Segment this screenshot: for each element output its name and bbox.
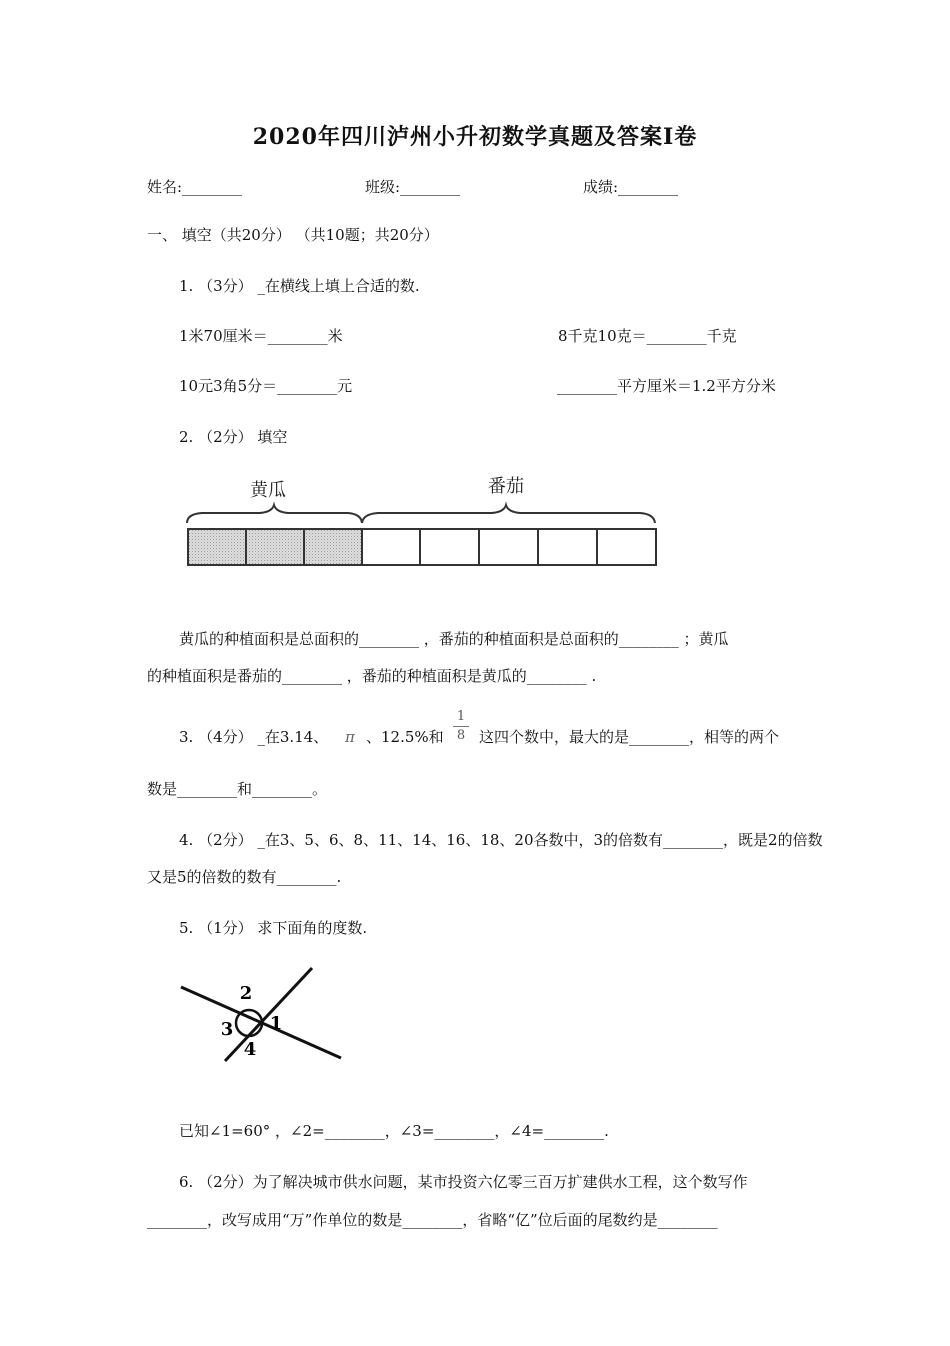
q5-angle-figure [175,962,350,1067]
tomato-cell [362,529,420,565]
q3-part-b: 、12.5%和 [366,728,444,746]
tomato-brace [362,505,655,523]
fraction-numerator: 1 [456,709,466,724]
q3-part-c: 这四个数中，最大的是________，相等的两个 [479,728,780,746]
q5-answer-line: 已知∠1=60° ，∠2=________，∠3=________，∠4=________. [179,1122,609,1140]
q1-item-a: 1米70厘米＝________米 [179,327,343,345]
q3-part-a: 3. （4分） _在3.14、 [179,728,329,746]
q1-item-c: 10元3角5分＝________元 [179,377,353,395]
q3-line2: 数是________和________。 [147,780,328,798]
score-field: 成绩:________ [583,178,679,196]
q2-area-figure [180,470,665,575]
cucumber-cell [188,529,246,565]
fraction-denominator: 8 [456,728,466,743]
class-field: 班级:________ [365,178,461,196]
tomato-cell [538,529,597,565]
q2-stem: 2. （2分） 填空 [179,428,288,446]
q6-line1: 6. （2分）为了解决城市供水问题，某市投资六亿零三百万扩建供水工程，这个数写作 [179,1173,748,1191]
angle-circle [236,1010,262,1036]
q2-line1: 黄瓜的种植面积是总面积的________ ，番茄的种植面积是总面积的________ ；黄瓜 [179,630,729,648]
cucumber-label: 黄瓜 [250,480,286,501]
q4-line1: 4. （2分） _在3、5、6、8、11、14、16、18、20各数中，3的倍数有________，既是2的倍数 [179,831,823,849]
tomato-cell [420,529,479,565]
angle-label-2: 2 [239,983,253,1004]
q5-stem: 5. （1分） 求下面角的度数. [179,919,368,937]
page-title: 2020年四川泸州小升初数学真题及答案Ⅰ卷 [252,124,698,150]
q2-line2: 的种植面积是番茄的________ ，番茄的种植面积是黄瓜的________ . [147,667,597,685]
tomato-cell [597,529,656,565]
pi-symbol: π [345,728,355,746]
q1-stem: 1. （3分） _在横线上填上合适的数. [179,277,420,295]
q1-item-d: ________平方厘米＝1.2平方分米 [557,377,776,395]
name-field: 姓名:________ [147,178,243,196]
fraction-one-eighth [453,710,469,743]
cucumber-cell [304,529,362,565]
section-heading: 一、 填空（共20分） （共10题；共20分） [147,226,439,244]
q1-item-b: 8千克10克＝________千克 [558,327,737,345]
fraction-bar [453,726,469,727]
cucumber-cell [246,529,304,565]
q4-line2: 又是5的倍数的数有________. [147,868,342,886]
angle-label-1: 1 [269,1013,283,1034]
cucumber-brace [187,505,362,523]
q6-line2: ________，改写成用“万”作单位的数是________，省略“亿”位后面的尾数约是________ [147,1211,718,1229]
tomato-label: 番茄 [488,476,524,497]
tomato-cell [479,529,538,565]
angle-label-4: 4 [243,1039,257,1060]
angle-label-3: 3 [220,1019,234,1040]
